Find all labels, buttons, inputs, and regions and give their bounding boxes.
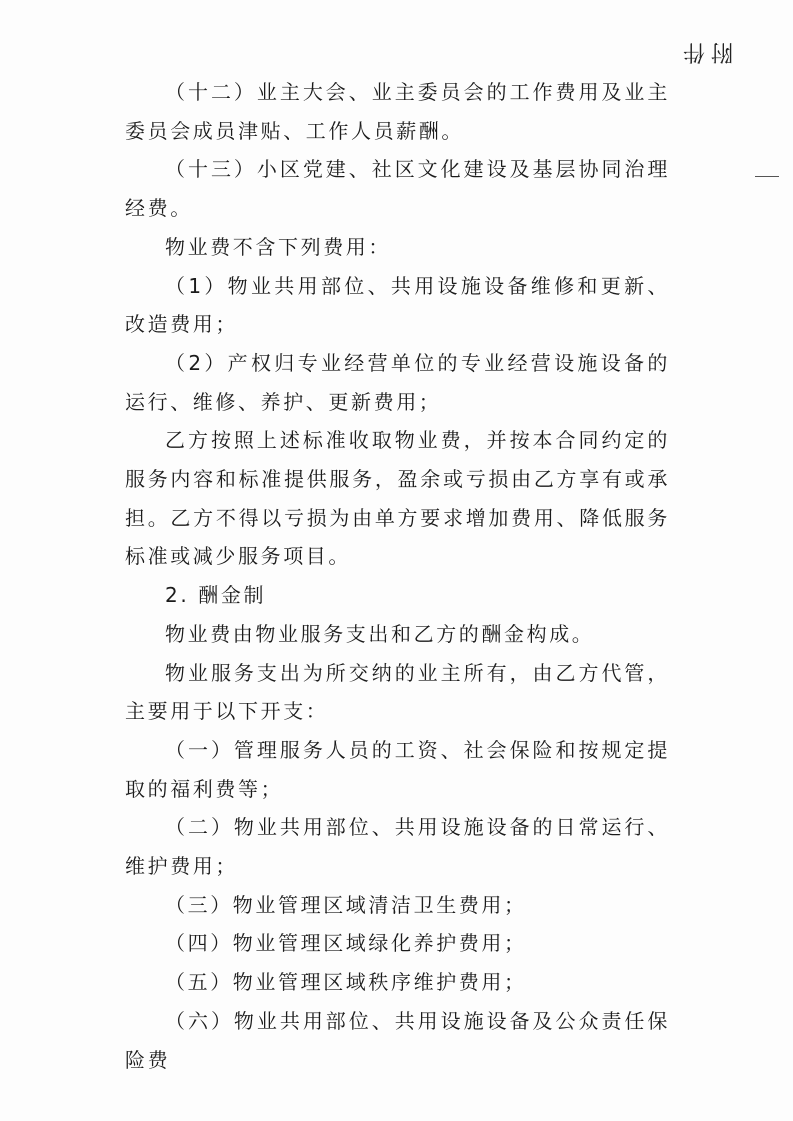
- paragraph: （十二）业主大会、业主委员会的工作费用及业主委员会成员津贴、工作人员薪酬。: [125, 80, 670, 143]
- margin-mark: [755, 176, 779, 177]
- paragraph: 物业费不含下列费用：: [165, 234, 391, 259]
- section-heading: 2. 酬金制: [165, 583, 267, 608]
- paragraph: （六）物业共用部位、共用设施设备及公众责任保险费: [125, 1008, 670, 1072]
- paragraph: （五）物业管理区域秩序维护费用；: [165, 970, 527, 995]
- paragraph: （一）管理服务人员的工资、社会保险和按规定提取的福利费等；: [125, 737, 670, 801]
- paragraph: 物业服务支出为所交纳的业主所有，由乙方代管，主要用于以下开支：: [125, 660, 670, 724]
- paragraph: （二）物业共用部位、共用设施设备的日常运行、维护费用；: [125, 815, 670, 879]
- paragraph: 物业费由物业服务支出和乙方的酬金构成。: [165, 621, 595, 646]
- paragraph: （2）产权归专业经营单位的专业经营设施设备的运行、维修、养护、更新费用；: [125, 350, 670, 414]
- paragraph: （四）物业管理区域绿化养护费用；: [165, 931, 527, 956]
- corner-mark: 附件: [676, 39, 733, 64]
- paragraph: （三）物业管理区域清洁卫生费用；: [165, 892, 527, 917]
- paragraph: （十三）小区党建、社区文化建设及基层协同治理经费。: [125, 157, 670, 221]
- paragraph: （1）物业共用部位、共用设施设备维修和更新、改造费用；: [125, 273, 670, 337]
- document-body: [125, 73, 670, 1079]
- paragraph: 乙方按照上述标准收取物业费，并按本合同约定的服务内容和标准提供服务，盈余或亏损由乙方享有或承担。乙方不得以亏损为由单方要求增加费用、降低服务标准或减少服务项目。: [125, 428, 670, 569]
